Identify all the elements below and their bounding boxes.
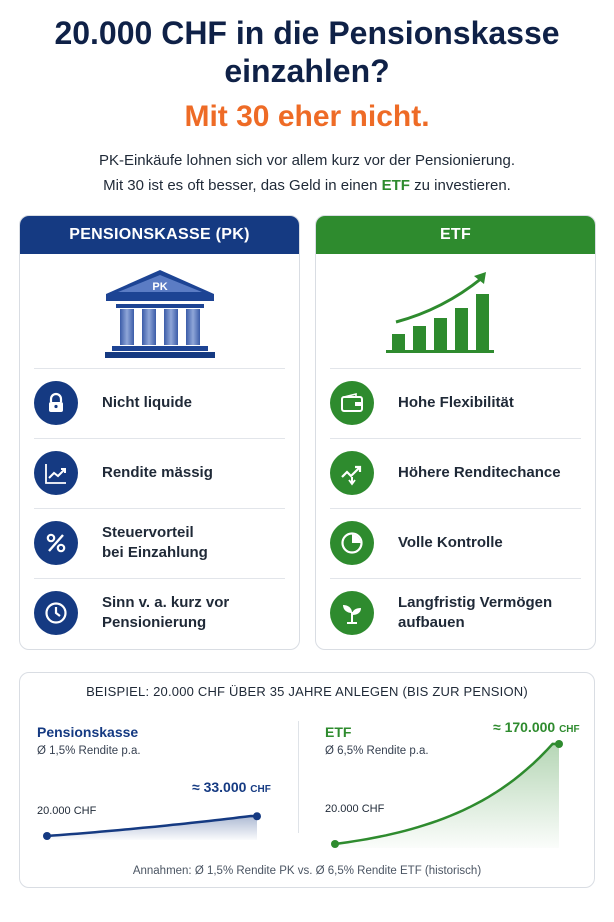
- etf-start-point: [331, 840, 339, 848]
- assumptions-note: Annahmen: Ø 1,5% Rendite PK vs. Ø 6,5% Rendite ETF (historisch): [132, 865, 482, 877]
- pk-example-label: Pensionskasse: [37, 724, 139, 740]
- bank-building-icon: [20, 264, 299, 364]
- title-line-1: 20.000 CHF in die Pensionskasse: [54, 15, 560, 51]
- etf-example-label: ETF: [325, 724, 352, 740]
- etf-end-point: [555, 740, 563, 748]
- pk-item-label: Rendite mässig: [102, 463, 213, 481]
- intro-line-1: PK-Einkäufe lohnen sich vor allem kurz vor der Pensionierung.: [98, 152, 516, 169]
- etf-card-header: ETF: [316, 216, 595, 254]
- intro-etf-highlight: ETF: [381, 177, 410, 194]
- pk-growth-chart: [42, 793, 262, 841]
- lock-icon: [34, 381, 78, 425]
- pk-item-label: Nicht liquide: [102, 393, 192, 411]
- plant-icon: [330, 591, 374, 635]
- etf-item-wealth: [330, 578, 581, 646]
- pk-card-header: PENSIONSKASSE (PK): [20, 216, 299, 254]
- etf-item-flexibility: [330, 368, 581, 436]
- etf-end-value: ≈ 170.000: [493, 719, 556, 735]
- pk-item-return: [34, 438, 285, 506]
- growth-bar-chart-icon: [316, 264, 595, 364]
- example-title: BEISPIEL: 20.000 CHF ÜBER 35 JAHRE ANLEGEN (BIS ZUR PENSION): [86, 684, 528, 699]
- example-box: [19, 672, 595, 888]
- etf-item-label: Langfristig Vermögen aufbauen: [398, 593, 553, 631]
- page-title: [0, 14, 614, 90]
- pk-item-label: Steuervorteil bei Einzahlung: [102, 523, 208, 561]
- etf-item-control: [330, 508, 581, 576]
- etf-item-label: Höhere Renditechance: [398, 463, 561, 481]
- percent-icon: [34, 521, 78, 565]
- etf-item-label: Volle Kontrolle: [398, 533, 503, 551]
- etf-example-start: 20.000 CHF: [325, 803, 385, 815]
- intro-line-2: [0, 173, 614, 198]
- pk-item-timing: [34, 578, 285, 646]
- pk-start-point: [43, 832, 51, 840]
- intro-line-2-before: Mit 30 ist es oft besser, das Geld in einen: [103, 177, 382, 194]
- pk-example-rate: Ø 1,5% Rendite p.a.: [37, 745, 141, 757]
- intro-line-2-after: zu investieren.: [409, 177, 511, 194]
- etf-growth-chart: [330, 739, 564, 849]
- clock-icon: [34, 591, 78, 635]
- wallet-icon: [330, 381, 374, 425]
- example-divider: [298, 721, 299, 833]
- etf-card: [315, 215, 596, 650]
- page-subtitle: Mit 30 eher nicht.: [184, 100, 430, 133]
- growth-arrows-icon: [330, 451, 374, 495]
- bank-label: PK: [152, 281, 168, 293]
- etf-end-unit: CHF: [559, 724, 580, 735]
- title-line-2: einzahlen?: [224, 53, 390, 89]
- pk-item-liquidity: [34, 368, 285, 436]
- pk-end-value: ≈ 33.000: [192, 779, 247, 795]
- pk-item-tax: [34, 508, 285, 576]
- pie-chart-icon: [330, 521, 374, 565]
- pk-end-unit: CHF: [250, 784, 271, 795]
- intro-text: [0, 148, 614, 198]
- pk-card: [19, 215, 300, 650]
- pk-item-label: Sinn v. a. kurz vor Pensionierung: [102, 593, 230, 631]
- etf-example-end: [493, 719, 580, 735]
- pk-end-point: [253, 812, 261, 820]
- etf-example-rate: Ø 6,5% Rendite p.a.: [325, 745, 429, 757]
- pk-example-start: 20.000 CHF: [37, 805, 97, 817]
- etf-item-return: [330, 438, 581, 506]
- etf-item-label: Hohe Flexibilität: [398, 393, 514, 411]
- etf-area: [335, 744, 559, 848]
- trend-chart-icon: [34, 451, 78, 495]
